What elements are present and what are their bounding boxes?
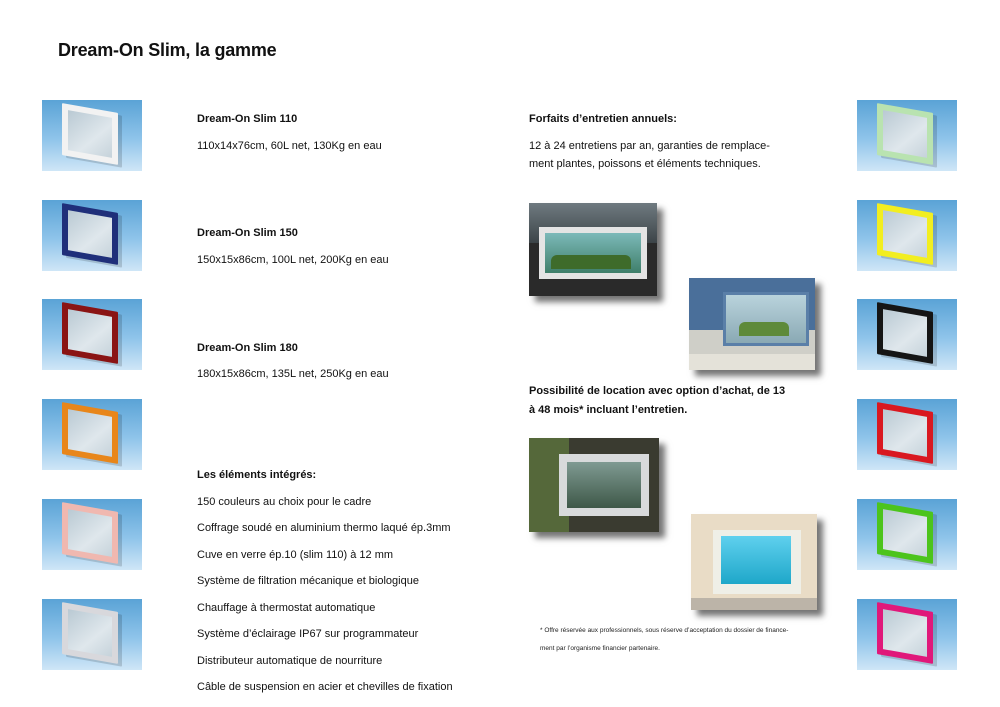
feature-item: Système de filtration mécanique et biologique: [197, 575, 419, 587]
feature-item: Câble de suspension en acier et chevilles de fixation: [197, 681, 453, 693]
aquarium-photo-2: [689, 278, 815, 370]
aquarium-frame: [62, 602, 118, 664]
model-name: Dream-On Slim 180: [197, 342, 298, 354]
footnote: * Offre réservée aux professionnels, sous réserve d’acceptation du dossier de finance-: [540, 627, 789, 634]
footnote: ment par l’organisme financier partenaire.: [540, 645, 660, 652]
aquarium-photo-1: [529, 203, 657, 296]
model-name: Dream-On Slim 110: [197, 113, 298, 125]
aquarium-frame: [877, 103, 933, 165]
frame-swatch-darkred: [42, 299, 142, 370]
aquarium-frame: [62, 402, 118, 464]
frame-swatch-white: [42, 100, 142, 171]
feature-item: Système d’éclairage IP67 sur programmateur: [197, 628, 419, 640]
frame-swatch-red: [857, 399, 957, 470]
frame-swatch-green: [857, 499, 957, 570]
maintenance-text: 12 à 24 entretiens par an, garanties de remplace-: [529, 140, 770, 152]
aquarium-frame: [877, 302, 933, 364]
aquarium-frame: [62, 203, 118, 265]
frame-swatch-silver: [42, 599, 142, 670]
frame-swatch-black: [857, 299, 957, 370]
feature-item: 150 couleurs au choix pour le cadre: [197, 496, 372, 508]
feature-item: Cuve en verre ép.10 (slim 110) à 12 mm: [197, 549, 394, 561]
aquarium-frame: [877, 203, 933, 265]
aquarium-frame: [877, 502, 933, 564]
aquarium-frame: [62, 103, 118, 165]
rental-text: Possibilité de location avec option d’achat, de 13: [529, 385, 786, 397]
model-specs: 150x15x86cm, 100L net, 200Kg en eau: [197, 254, 389, 266]
feature-item: Distributeur automatique de nourriture: [197, 655, 383, 667]
aquarium-photo-3: [529, 438, 659, 532]
features-heading: Les éléments intégrés:: [197, 469, 317, 481]
model-name: Dream-On Slim 150: [197, 227, 298, 239]
frame-swatch-magenta: [857, 599, 957, 670]
frame-swatch-navy: [42, 200, 142, 271]
page-title: Dream-On Slim, la gamme: [58, 40, 277, 60]
maintenance-heading: Forfaits d’entretien annuels:: [529, 113, 677, 125]
frame-swatch-mint: [857, 100, 957, 171]
maintenance-text: ment plantes, poissons et éléments techniques.: [529, 158, 761, 170]
aquarium-frame: [877, 602, 933, 664]
frame-swatch-pink: [42, 499, 142, 570]
aquarium-photo-4: [691, 514, 817, 610]
feature-item: Chauffage à thermostat automatique: [197, 602, 376, 614]
frame-swatch-orange: [42, 399, 142, 470]
aquarium-frame: [877, 402, 933, 464]
model-specs: 110x14x76cm, 60L net, 130Kg en eau: [197, 140, 382, 152]
frame-swatch-yellow: [857, 200, 957, 271]
rental-text: à 48 mois* incluant l’entretien.: [529, 404, 688, 416]
aquarium-frame: [62, 502, 118, 564]
aquarium-frame: [62, 302, 118, 364]
feature-item: Coffrage soudé en aluminium thermo laqué ép.3mm: [197, 522, 451, 534]
model-specs: 180x15x86cm, 135L net, 250Kg en eau: [197, 368, 389, 380]
